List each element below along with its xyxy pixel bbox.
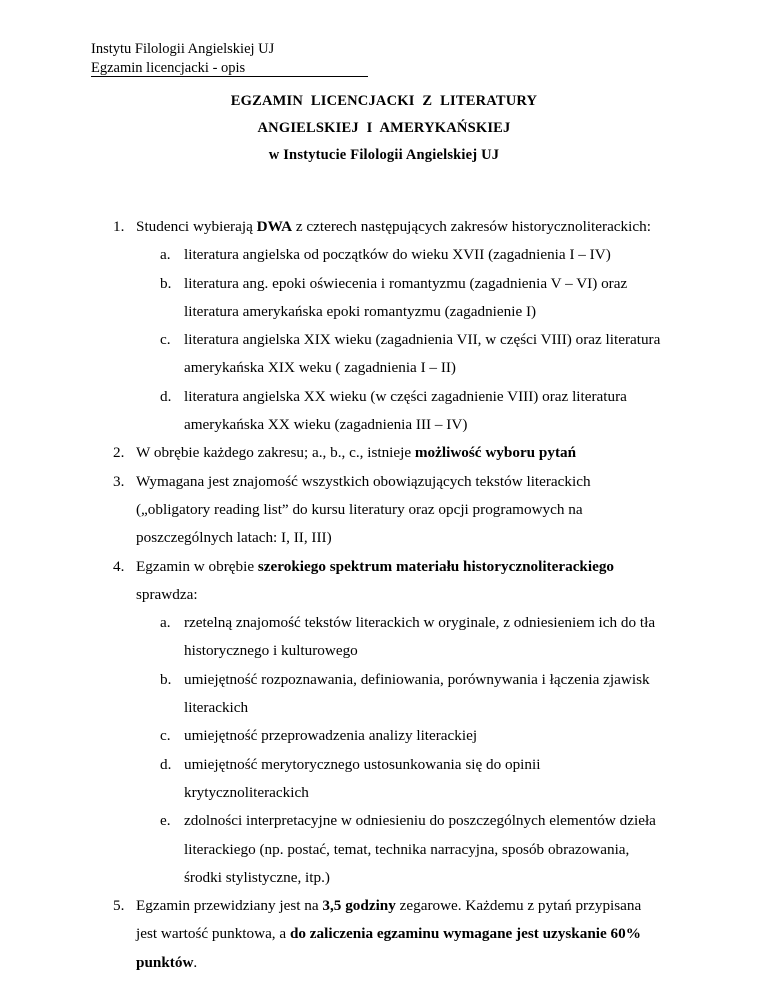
document-title <box>0 91 768 172</box>
numbered-list <box>0 213 768 977</box>
list-item-cont: jest wartość punktowa, a do zaliczenia egzaminu wymagane jest uzyskanie 60% <box>136 925 641 943</box>
title-line-2: ANGIELSKIEJ I AMERYKAŃSKIEJ <box>257 120 511 136</box>
header-subtitle: Egzamin licencjacki - opis <box>91 60 368 77</box>
sub-item: a. rzetelną znajomość tekstów literackich w oryginale, z odniesieniem ich do tła <box>160 614 656 632</box>
title-line-3: w Instytucie Filologii Angielskiej UJ <box>268 147 500 163</box>
list-item-cont: poszczególnych latach: I, II, III) <box>136 529 332 547</box>
list-item <box>0 213 768 241</box>
item-text: Egzamin przewidziany jest na 3,5 godziny zegarowe. Każdemu z pytań przypisana <box>136 897 642 915</box>
list-item-cont: („obligatory reading list” do kursu literatury oraz opcji programowych na <box>136 500 583 518</box>
sub-item-cont: literackiego (np. postać, temat, technika narracyjna, sposób obrazowania, <box>184 840 630 858</box>
item-number: 1. <box>113 218 125 235</box>
sub-item: e. zdolności interpretacyjne w odniesieniu do poszczególnych elementów dzieła <box>160 812 656 830</box>
sub-item: b. literatura ang. epoki oświecenia i romantyzmu (zagadnienia V – VI) oraz <box>160 274 628 292</box>
sub-item: d. literatura angielska XX wieku (w części zagadnienie VIII) oraz literatura <box>160 387 627 405</box>
sub-item-cont: literatura amerykańska epoki romantyzmu (zagadnienie I) <box>184 302 537 320</box>
item-text: Egzamin w obrębie szerokiego spektrum materiału historycznoliterackiego <box>136 557 615 575</box>
page-header <box>91 40 368 78</box>
sub-item-cont: literackich <box>184 699 249 717</box>
sub-item-cont: amerykańska XX wieku (zagadnienia III – IV) <box>184 416 468 434</box>
sub-item-cont: historycznego i kulturowego <box>184 642 358 660</box>
item-number: 3. <box>113 472 125 490</box>
sub-item-cont: krytycznoliterackich <box>184 783 309 801</box>
list-item-cont: punktów. <box>136 953 198 971</box>
item-number: 5. <box>113 897 125 915</box>
list-item <box>0 468 768 496</box>
item-text: W obrębie każdego zakresu; a., b., c., istnieje możliwość wyboru pytań <box>136 444 577 462</box>
list-item <box>0 892 768 920</box>
sub-item: b. umiejętność rozpoznawania, definiowania, porównywania i łączenia zjawisk <box>160 670 650 688</box>
item-number: 4. <box>113 557 125 575</box>
sub-item: d. umiejętność merytorycznego ustosunkowania się do opinii <box>160 755 541 773</box>
sub-item: c. umiejętność przeprowadzenia analizy literackiej <box>160 727 478 745</box>
item-text: Studenci wybierają DWA z czterech następujących zakresów historycznoliterackich: <box>136 218 651 235</box>
sub-item-cont: amerykańska XIX weku ( zagadnienia I – II) <box>184 359 456 377</box>
list-item <box>0 553 768 581</box>
item-text: Wymagana jest znajomość wszystkich obowiązujących tekstów literackich <box>136 472 591 490</box>
item-number: 2. <box>113 444 125 462</box>
sub-item: a. literatura angielska od początków do wieku XVII (zagadnienia I – IV) <box>160 246 611 264</box>
list-item-cont: sprawdza: <box>136 585 198 603</box>
header-institute: Instytu Filologii Angielskiej UJ <box>91 41 275 57</box>
list-item <box>0 439 768 467</box>
sub-item-cont: środki stylistyczne, itp.) <box>184 868 330 886</box>
sub-item: c. literatura angielska XIX wieku (zagadnienia VII, w części VIII) oraz literatura <box>160 331 661 349</box>
title-line-1: EGZAMIN LICENCJACKI Z LITERATURY <box>230 93 538 109</box>
